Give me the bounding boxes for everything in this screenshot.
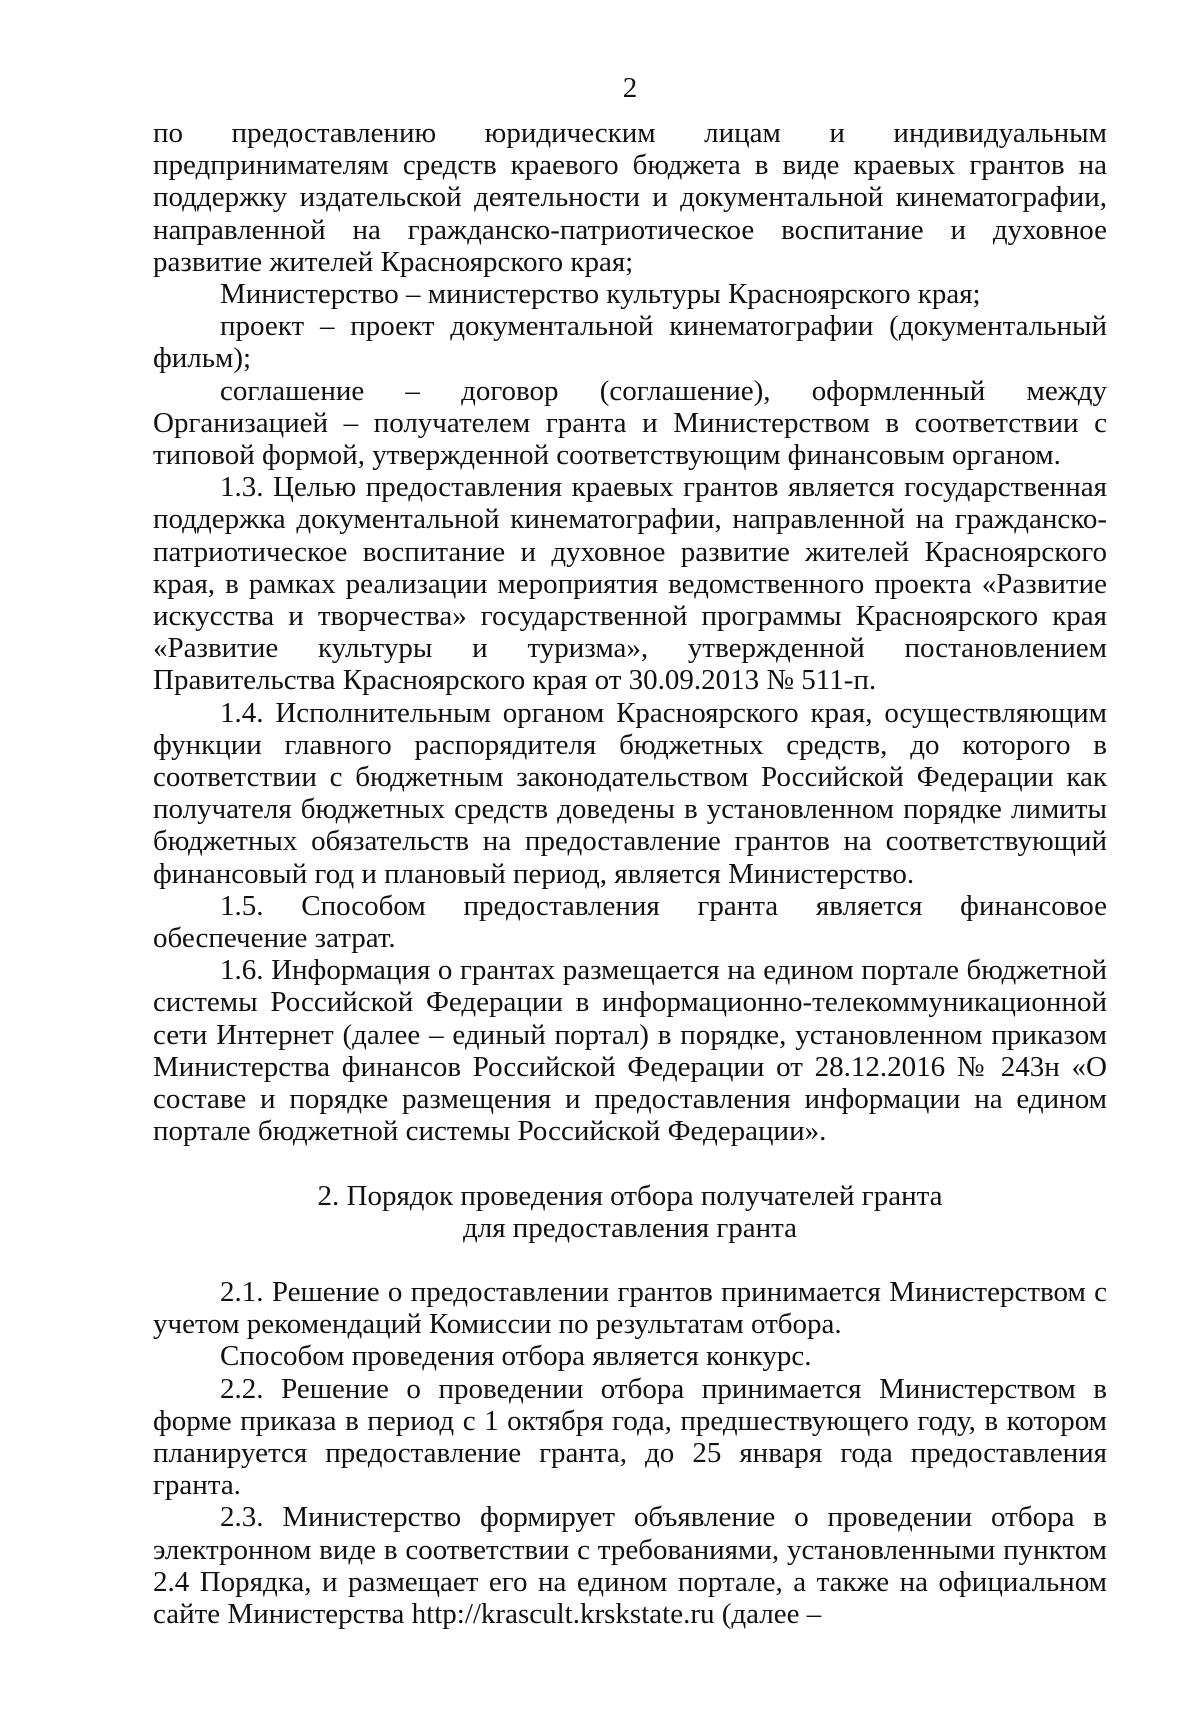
- paragraph: 1.6. Информация о грантах размещается на едином портале бюджетной системы Российской Федерации в информационно-телекоммуникационной сети Интернет (далее – единый портал) в порядке, установленном приказом Министерства финансов Российской Федерации от 28.12.2016 № 243н «О составе и порядке размещения и предоставления информации на едином портале бюджетной системы Российской Федерации».: [153, 954, 1107, 1148]
- paragraph: соглашение – договор (соглашение), оформленный между Организацией – получателем гранта и Министерством в соответствии с типовой формой, утвержденной соответствующим финансовым органом.: [153, 374, 1107, 472]
- paragraph: 1.3. Целью предоставления краевых грантов является государственная поддержка документальной кинематографии, направленной на гражданско-патриотическое воспитание и духовное развитие жителей Красноярского края, в рамках реализации мероприятия ведомственного проекта «Развитие искусства и творчества» государственной программы Красноярского края «Развитие культуры и туризма», утвержденной постановлением Правительства Красноярского края от 30.09.2013 № 511-п.: [153, 471, 1107, 697]
- paragraph: 2.3. Министерство формирует объявление о проведении отбора в электронном виде в соответствии с требованиями, установленными пунктом 2.4 Порядка, и размещает его на едином портале, а также на официальном сайте Министерства http://krascult.krskstate.ru (далее –: [153, 1501, 1107, 1630]
- section-heading: [153, 1180, 1107, 1244]
- paragraph: Министерство – министерство культуры Красноярского края;: [220, 278, 981, 311]
- section-spacer: [153, 1244, 1107, 1276]
- paragraph: Способом проведения отбора является конкурс.: [220, 1340, 812, 1373]
- document-body: [153, 117, 1107, 1630]
- section-heading-line: для предоставления гранта: [462, 1211, 798, 1244]
- paragraph: 1.4. Исполнительным органом Красноярского края, осуществляющим функции главного распорядителя бюджетных средств, до которого в соответствии с бюджетным законодательством Российской Федерации как получателя бюджетных средств доведены в установленном порядке лимиты бюджетных обязательств на предоставление грантов на соответствующий финансовый год и плановый период, является Министерство.: [153, 696, 1107, 890]
- section-spacer: [153, 1148, 1107, 1180]
- paragraph: 2.2. Решение о проведении отбора принимается Министерством в форме приказа в период с 1 октября года, предшествующего году, в котором планируется предоставление гранта, до 25 января года предоставления гранта.: [153, 1372, 1107, 1502]
- paragraph: проект – проект документальной кинематографии (документальный фильм);: [153, 310, 1107, 375]
- paragraph: 1.5. Способом предоставления гранта является финансовое обеспечение затрат.: [153, 889, 1107, 955]
- document-page: [153, 0, 1107, 1710]
- page-number: 2: [622, 72, 638, 104]
- paragraph: 2.1. Решение о предоставлении грантов принимается Министерством с учетом рекомендаций Комиссии по результатам отбора.: [153, 1275, 1107, 1341]
- paragraph: по предоставлению юридическим лицам и индивидуальным предпринимателям средств краевого бюджета в виде краевых грантов на поддержку издательской деятельности и документальной кинематографии, направленной на гражданско-патриотическое воспитание и духовное развитие жителей Красноярского края;: [153, 117, 1107, 278]
- section-heading-line: 2. Порядок проведения отбора получателей гранта: [317, 1179, 943, 1212]
